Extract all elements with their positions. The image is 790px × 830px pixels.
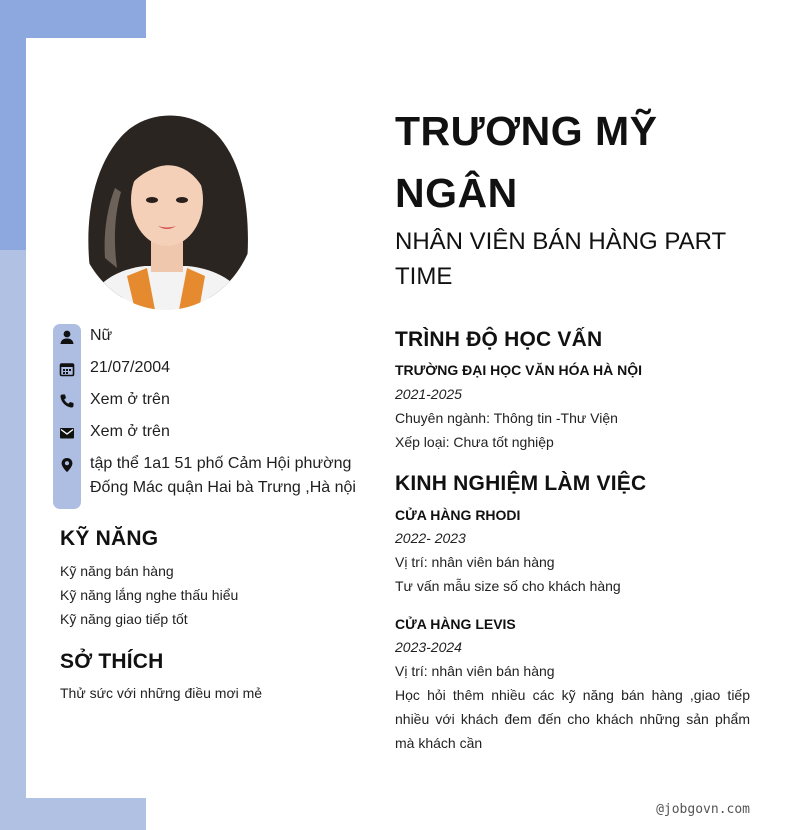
job-description: Học hỏi thêm nhiều các kỹ năng bán hàng ,giao tiếp nhiều với khách đem đến cho khách những sản phẩm mà khách cần (395, 687, 750, 751)
hobby-text: Thử sức với những điều mơi mẻ (60, 685, 263, 701)
contact-bar (53, 324, 81, 509)
user-icon (59, 329, 75, 345)
skill-item: Kỹ năng bán hàng (60, 563, 174, 579)
company-name: CỬA HÀNG LEVIS (395, 616, 516, 632)
mail-icon (59, 425, 75, 441)
candidate-name: TRƯƠNG MỸ NGÂN (395, 108, 658, 216)
education-title: TRÌNH ĐỘ HỌC VẤN (395, 328, 603, 351)
skills-title: KỸ NĂNG (60, 527, 159, 550)
location-pin-icon (59, 457, 75, 473)
skill-item: Kỹ năng lắng nghe thấu hiểu (60, 587, 239, 603)
company-name: CỬA HÀNG RHODI (395, 507, 521, 523)
phone-text: Xem ở trên (90, 391, 170, 408)
address-text: tập thể 1a1 51 phố Cảm Hội phường Đống Mác quận Hai bà Trưng ,Hà nội (90, 455, 356, 496)
birthday-text: 21/07/2004 (90, 359, 171, 376)
calendar-icon (59, 361, 75, 377)
phone-icon (59, 393, 75, 409)
experience-title: KINH NGHIỆM LÀM VIỆC (395, 472, 647, 495)
gender-text: Nữ (90, 327, 113, 344)
school-name: TRƯỜNG ĐẠI HỌC VĂN HÓA HÀ NỘI (395, 362, 643, 378)
education-period: 2021-2025 (395, 386, 462, 402)
education-major: Chuyên ngành: Thông tin -Thư Viện (395, 410, 618, 426)
email-text: Xem ở trên (90, 423, 170, 440)
skill-item: Kỹ năng giao tiếp tốt (60, 611, 188, 627)
hobbies-title: SỞ THÍCH (60, 650, 164, 673)
job-period: 2022- 2023 (395, 530, 466, 546)
profile-photo (75, 108, 257, 310)
education-grade: Xếp loại: Chưa tốt nghiệp (395, 434, 554, 450)
job-description: Tư vấn mẫu size số cho khách hàng (395, 578, 621, 594)
job-role: Vị trí: nhân viên bán hàng (395, 554, 555, 570)
watermark: @jobgovn.com (656, 802, 750, 817)
job-title: NHÂN VIÊN BÁN HÀNG PART TIME (395, 228, 726, 290)
job-role: Vị trí: nhân viên bán hàng (395, 663, 555, 679)
job-period: 2023-2024 (395, 639, 462, 655)
